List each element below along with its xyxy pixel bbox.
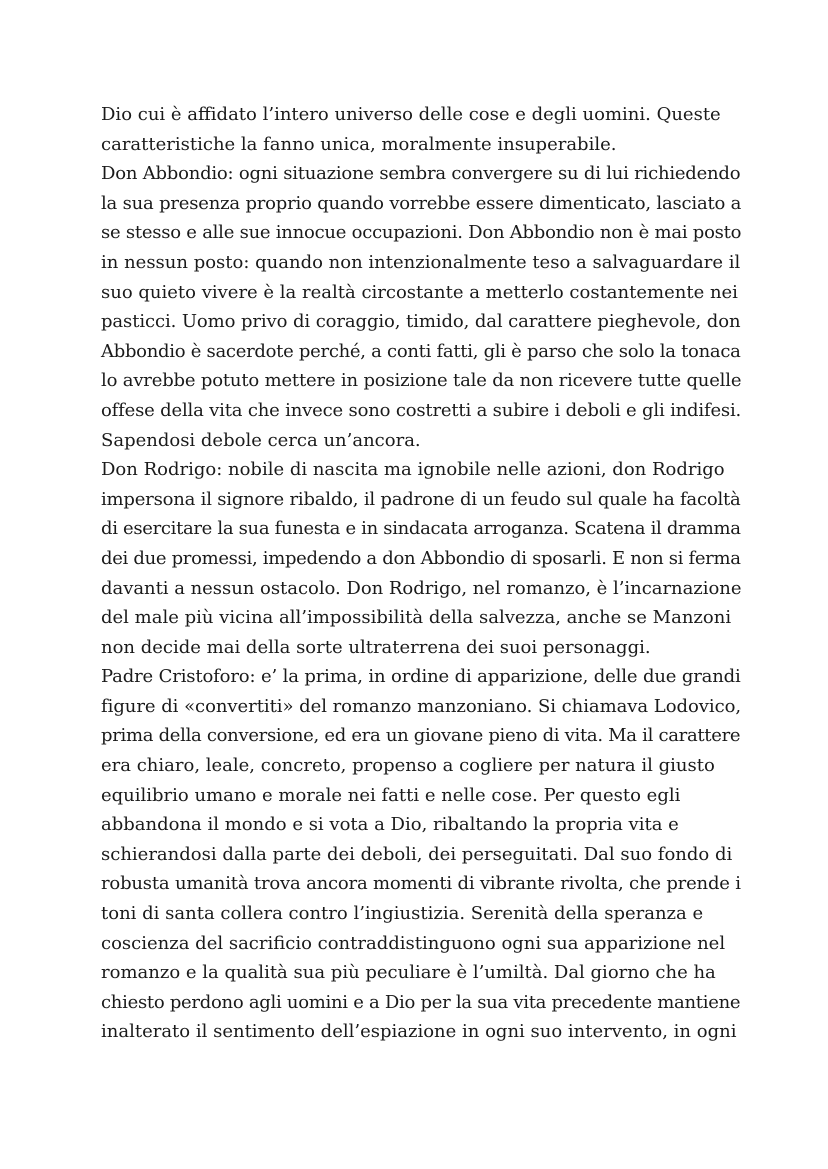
text-line: davanti a nessun ostacolo. Don Rodrigo, nel romanzo, è l’incarnazione [101, 577, 742, 599]
text-line: di esercitare la sua funesta e in sindacata arroganza. Scatena il dramma [101, 518, 741, 540]
text-line: non decide mai della sorte ultraterrena dei suoi personaggi. [101, 636, 651, 658]
text-line: inalterato il sentimento dell’espiazione in ogni suo intervento, in ogni [101, 1021, 737, 1043]
text-line: Padre Cristoforo: e’ la prima, in ordine di apparizione, delle due grandi [101, 666, 741, 688]
text-line: robusta umanità trova ancora momenti di vibrante rivolta, che prende i [101, 873, 741, 895]
text-line: suo quieto vivere è la realtà circostante a metterlo costantemente nei [101, 281, 738, 303]
text-line: Don Abbondio: ogni situazione sembra convergere su di lui richiedendo [101, 163, 741, 185]
text-line: Don Rodrigo: nobile di nascita ma ignobile nelle azioni, don Rodrigo [101, 459, 725, 481]
text-line: chiesto perdono agli uomini e a Dio per la sua vita precedente mantiene [101, 991, 741, 1013]
text-line: se stesso e alle sue innocue occupazioni. Don Abbondio non è mai posto [101, 222, 742, 244]
text-line: schierandosi dalla parte dei deboli, dei perseguitati. Dal suo fondo di [101, 843, 733, 865]
text-line: prima della conversione, ed era un giovane pieno di vita. Ma il carattere [101, 725, 741, 747]
text-line: lo avrebbe potuto mettere in posizione tale da non ricevere tutte quelle [101, 370, 742, 392]
text-line: Sapendosi debole cerca un’ancora. [101, 429, 421, 451]
text-line: figure di «convertiti» del romanzo manzoniano. Si chiamava Lodovico, [101, 695, 742, 717]
text-line: coscienza del sacrificio contraddistinguono ogni sua apparizione nel [101, 932, 726, 954]
text-line: offese della vita che invece sono costretti a subire i deboli e gli indifesi. [101, 399, 742, 421]
text-line: pasticci. Uomo privo di coraggio, timido, dal carattere pieghevole, don [101, 311, 741, 333]
text-line: abbandona il mondo e si vota a Dio, ribaltando la propria vita e [101, 814, 679, 836]
text-line: toni di santa collera contro l’ingiustizia. Serenità della speranza e [101, 903, 704, 925]
text-line: in nessun posto: quando non intenzionalmente teso a salvaguardare il [101, 251, 741, 273]
body-text [101, 100, 741, 1047]
text-line: Abbondio è sacerdote perché, a conti fatti, gli è parso che solo la tonaca [101, 340, 741, 362]
text-line: era chiaro, leale, concreto, propenso a cogliere per natura il giusto [101, 755, 715, 777]
text-line: caratteristiche la fanno unica, moralmente insuperabile. [101, 133, 617, 155]
text-line: equilibrio umano e morale nei fatti e nelle cose. Per questo egli [101, 784, 681, 806]
text-line: la sua presenza proprio quando vorrebbe essere dimenticato, lasciato a [101, 192, 742, 214]
text-line: romanzo e la qualità sua più peculiare è l’umiltà. Dal giorno che ha [101, 962, 716, 984]
text-line: del male più vicina all’impossibilità della salvezza, anche se Manzoni [101, 607, 732, 629]
text-line: impersona il signore ribaldo, il padrone di un feudo sul quale ha facoltà [101, 488, 741, 510]
text-line: Dio cui è affidato l’intero universo delle cose e degli uomini. Queste [101, 104, 721, 125]
text-line: dei due promessi, impedendo a don Abbondio di sposarli. E non si ferma [101, 547, 741, 569]
